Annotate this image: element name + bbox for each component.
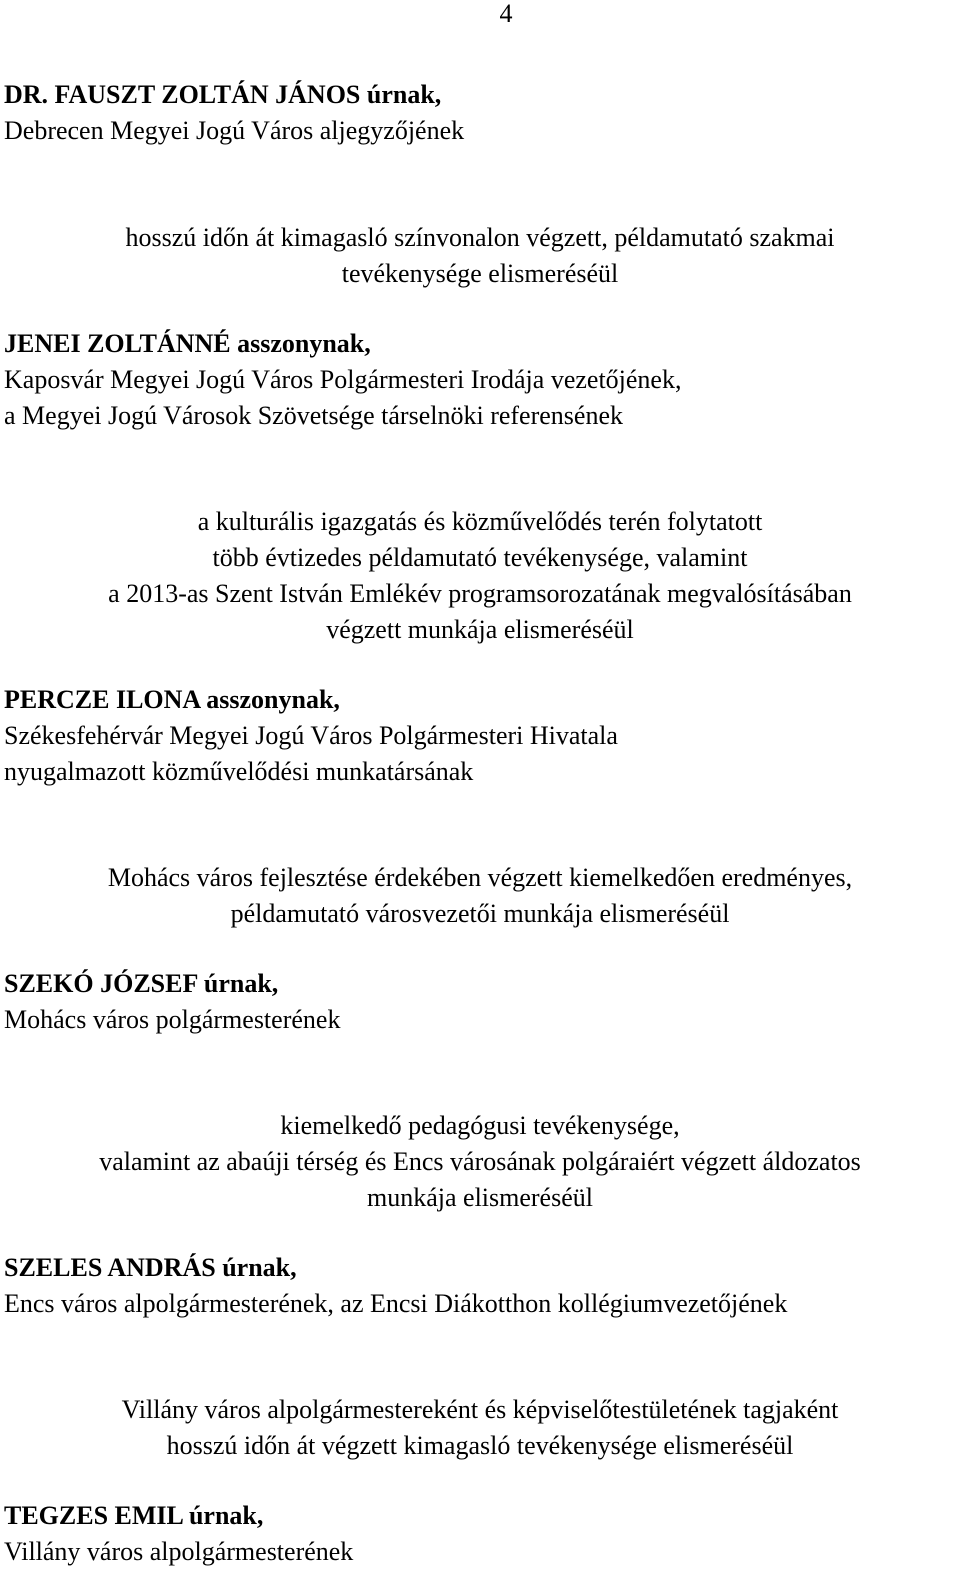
citation-block-szeles	[0, 1108, 960, 1216]
citation-line: végzett munkája elismeréséül	[326, 615, 634, 644]
page-number: 4	[499, 0, 513, 28]
citation-line: munkája elismeréséül	[367, 1183, 593, 1212]
citation-line: tevékenysége elismeréséül	[341, 259, 619, 288]
recipient-title-line: Encs város alpolgármesterének, az Encsi Diákotthon kollégiumvezetőjének	[4, 1289, 788, 1318]
recipient-name: DR. FAUSZT ZOLTÁN JÁNOS úrnak,	[4, 80, 442, 109]
citation-line: kiemelkedő pedagógusi tevékenysége,	[280, 1111, 680, 1140]
recipient-title-line: a Megyei Jogú Városok Szövetsége társelnöki referensének	[4, 401, 623, 430]
recipient-title-line: nyugalmazott közművelődési munkatársának	[4, 757, 474, 786]
recipient-block-jenei	[4, 326, 956, 434]
recipient-name: PERCZE ILONA asszonynak,	[4, 685, 340, 714]
citation-line: több évtizedes példamutató tevékenysége, valamint	[212, 543, 748, 572]
citation-line: példamutató városvezetői munkája elismeréséül	[230, 899, 730, 928]
citation-block-tegzes	[0, 1392, 960, 1464]
recipient-title-line: Debrecen Megyei Jogú Város aljegyzőjének	[4, 116, 465, 145]
recipient-name: SZEKÓ JÓZSEF úrnak,	[4, 969, 279, 998]
citation-line: a kulturális igazgatás és közművelődés terén folytatott	[197, 507, 763, 536]
recipient-name: JENEI ZOLTÁNNÉ asszonynak,	[4, 329, 371, 358]
recipient-title-line: Mohács város polgármesterének	[4, 1005, 341, 1034]
recipient-block-szeles	[4, 1250, 956, 1322]
recipient-title-line: Kaposvár Megyei Jogú Város Polgármesteri Irodája vezetőjének,	[4, 365, 682, 394]
recipient-name: SZELES ANDRÁS úrnak,	[4, 1253, 297, 1282]
citation-line: Villány város alpolgármestereként és képviselőtestületének tagjaként	[121, 1395, 839, 1424]
citation-line: a 2013-as Szent István Emlékév programsorozatának megvalósításában	[108, 579, 852, 608]
citation-line: hosszú időn át végzett kimagasló tevékenysége elismeréséül	[166, 1431, 794, 1460]
citation-block-jenei	[0, 220, 960, 292]
recipient-block-szeko	[4, 966, 956, 1038]
recipient-block-percze	[4, 682, 956, 790]
recipient-name: TEGZES EMIL úrnak,	[4, 1501, 264, 1530]
recipient-block-fauszt	[4, 77, 956, 149]
recipient-title-line: Székesfehérvár Megyei Jogú Város Polgármesteri Hivatala	[4, 721, 618, 750]
recipient-block-tegzes	[4, 1498, 956, 1570]
recipient-title-line: Villány város alpolgármesterének	[4, 1537, 354, 1566]
citation-block-percze	[0, 504, 960, 648]
citation-line: hosszú időn át kimagasló színvonalon végzett, példamutató szakmai	[125, 223, 835, 252]
citation-line: valamint az abaúji térség és Encs városának polgáraiért végzett áldozatos	[99, 1147, 861, 1176]
citation-line: Mohács város fejlesztése érdekében végzett kiemelkedően eredményes,	[107, 863, 853, 892]
citation-block-szeko	[0, 860, 960, 932]
